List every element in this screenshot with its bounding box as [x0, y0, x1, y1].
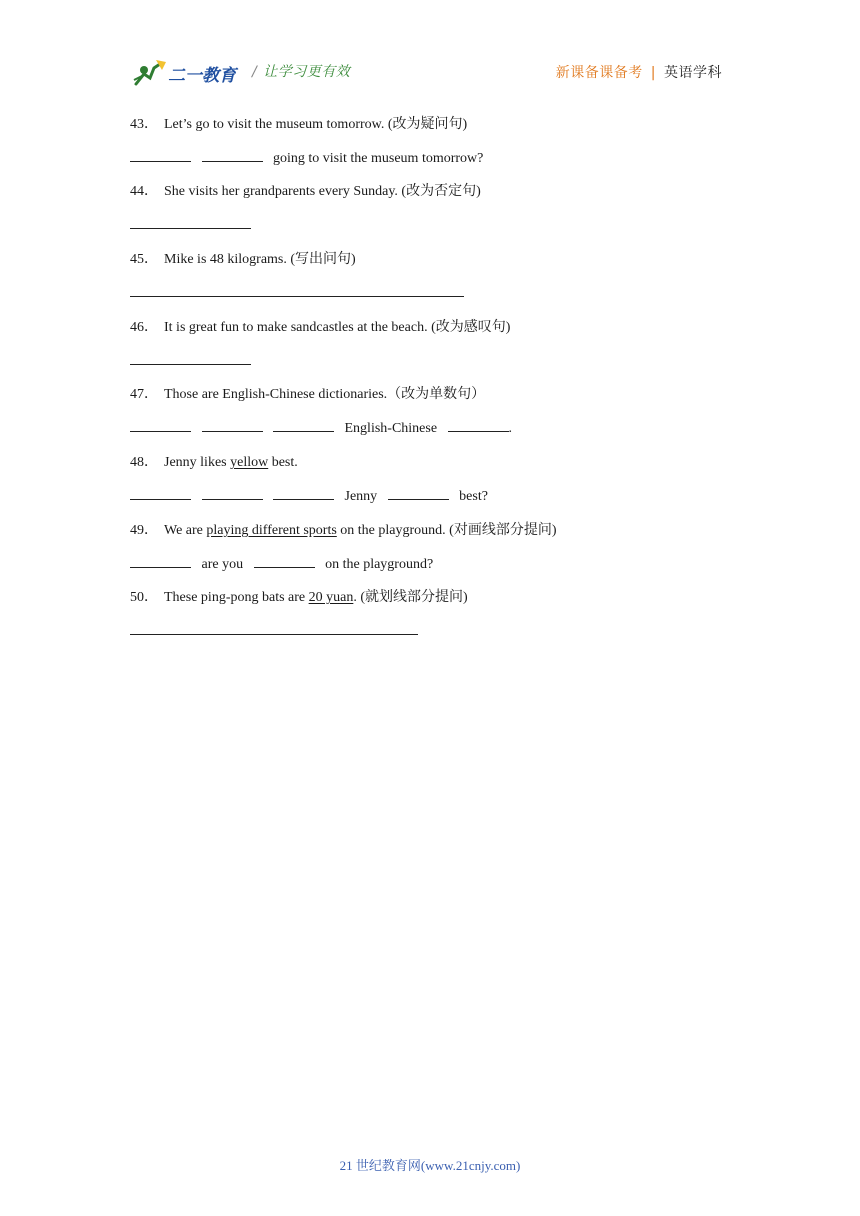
- answer-line-47: [130, 417, 512, 437]
- question-number: 44．: [130, 184, 158, 199]
- question-50: [130, 586, 468, 606]
- question-number: 45．: [130, 252, 158, 267]
- answer-text: are you: [201, 557, 244, 572]
- question-48: [130, 451, 298, 471]
- header-subject: 英语学科: [664, 65, 722, 81]
- question-text: It is great fun to make sandcastles at the beach. (改为感叹句): [164, 320, 511, 335]
- slogan-text: 让学习更有效: [263, 64, 351, 80]
- page-header: [0, 0, 860, 100]
- logo-icon: [132, 56, 244, 88]
- question-45: [130, 248, 356, 268]
- answer-blank[interactable]: [130, 282, 464, 297]
- question-43: [130, 113, 467, 133]
- answer-blank[interactable]: [202, 147, 263, 162]
- question-47: [130, 383, 485, 403]
- answer-blank[interactable]: [202, 485, 263, 500]
- header-right: [556, 62, 722, 82]
- answer-blank[interactable]: [273, 417, 334, 432]
- answer-blank[interactable]: [202, 417, 263, 432]
- question-number: 48．: [130, 455, 158, 470]
- answer-text: .: [508, 421, 513, 436]
- answer-line-45: [130, 282, 464, 302]
- question-text: We are: [164, 523, 207, 538]
- answer-line-44: [130, 214, 251, 234]
- question-text: These ping-pong bats are: [164, 590, 309, 605]
- question-text: best.: [268, 455, 298, 470]
- question-number: 47．: [130, 387, 158, 402]
- answer-line-43: [130, 147, 483, 167]
- question-text: . (就划线部分提问): [353, 590, 468, 605]
- question-text: on the playground. (对画线部分提问): [336, 523, 557, 538]
- page-footer: 21 世纪教育网(www.21cnjy.com): [339, 1158, 521, 1173]
- answer-text: going to visit the museum tomorrow?: [273, 151, 484, 166]
- answer-blank[interactable]: [273, 485, 334, 500]
- question-49: [130, 519, 557, 539]
- question-44: [130, 180, 481, 200]
- answer-text: on the playground?: [325, 557, 434, 572]
- underlined-text: playing different sports: [206, 523, 337, 538]
- answer-blank[interactable]: [130, 620, 418, 635]
- header-separator: |: [650, 65, 656, 81]
- question-text: Jenny likes: [164, 455, 231, 470]
- answer-blank[interactable]: [130, 417, 191, 432]
- question-number: 49．: [130, 523, 158, 538]
- question-text: Those are English-Chinese dictionaries.（改为单数句）: [164, 387, 486, 402]
- answer-blank[interactable]: [130, 350, 251, 365]
- question-text: Mike is 48 kilograms. (写出问句): [164, 252, 356, 267]
- answer-text: Jenny: [344, 489, 378, 504]
- underlined-text: yellow: [230, 455, 269, 470]
- question-46: [130, 316, 510, 336]
- answer-blank[interactable]: [388, 485, 449, 500]
- answer-blank[interactable]: [130, 553, 191, 568]
- question-number: 43．: [130, 117, 158, 132]
- answer-line-48: [130, 485, 488, 505]
- answer-blank[interactable]: [130, 147, 191, 162]
- answer-blank[interactable]: [130, 214, 251, 229]
- answer-line-46: [130, 350, 251, 370]
- question-number: 46．: [130, 320, 158, 335]
- underlined-text: 20 yuan: [308, 590, 354, 605]
- answer-text: best?: [459, 489, 488, 504]
- answer-line-49: [130, 553, 433, 573]
- answer-text: English-Chinese: [344, 421, 438, 436]
- question-text: Let’s go to visit the museum tomorrow. (改为疑问句): [164, 117, 468, 132]
- header-slogan: / 让学习更有效: [252, 64, 351, 80]
- logo-text: 二一教育: [168, 66, 236, 86]
- question-text: She visits her grandparents every Sunday. (改为否定句): [164, 184, 481, 199]
- answer-blank[interactable]: [448, 417, 509, 432]
- answer-blank[interactable]: [254, 553, 315, 568]
- question-number: 50．: [130, 590, 158, 605]
- answer-line-50: [130, 620, 418, 640]
- header-course-label: 新课备课备考: [555, 65, 643, 81]
- answer-blank[interactable]: [130, 485, 191, 500]
